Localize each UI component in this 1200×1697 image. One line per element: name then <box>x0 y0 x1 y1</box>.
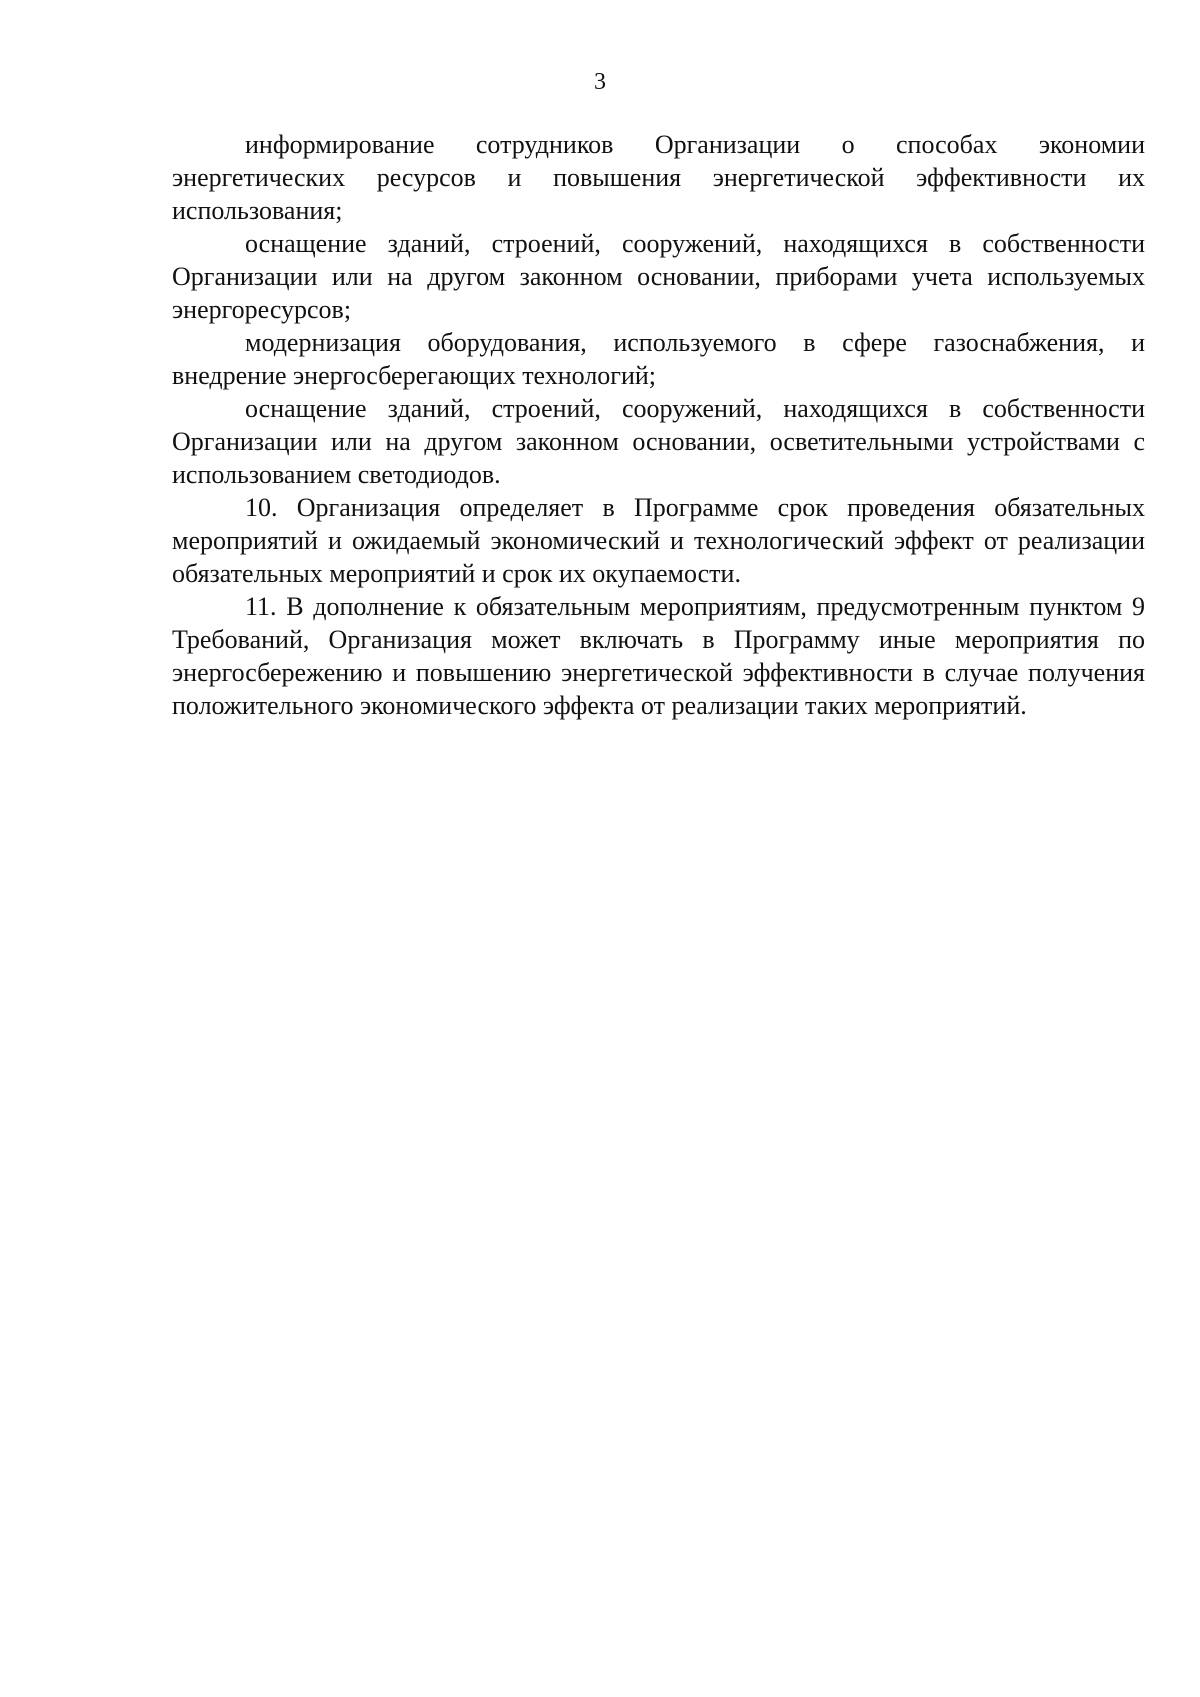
paragraph-employee-informing: информирование сотрудников Организации о способах экономии энергетических ресурсов и повышения энергетической эффективности их использования; <box>172 130 1145 225</box>
paragraph-equipment-modernization: модернизация оборудования, используемого в сфере газоснабжения, и внедрение энергосберегающих технологий; <box>172 328 1145 390</box>
paragraph-led-lighting: оснащение зданий, строений, сооружений, находящихся в собственности Организации или на другом законном основании, осветительными устройствами с использованием светодиодов. <box>172 394 1145 489</box>
paragraph-item-11: 11. В дополнение к обязательным мероприятиям, предусмотренным пунктом 9 Требований, Организация может включать в Программу иные мероприятия по энергосбережению и повышению энергетической эффективности в случае получения положительного экономического эффекта от реализации таких мероприятий. <box>172 592 1145 720</box>
page-number: 3 <box>594 69 606 95</box>
document-body <box>172 128 1145 722</box>
paragraph-metering-devices: оснащение зданий, строений, сооружений, находящихся в собственности Организации или на другом законном основании, приборами учета используемых энергоресурсов; <box>172 229 1145 324</box>
paragraph-item-10: 10. Организация определяет в Программе срок проведения обязательных мероприятий и ожидаемый экономический и технологический эффект от реализации обязательных мероприятий и срок их окупаемости. <box>172 493 1145 588</box>
